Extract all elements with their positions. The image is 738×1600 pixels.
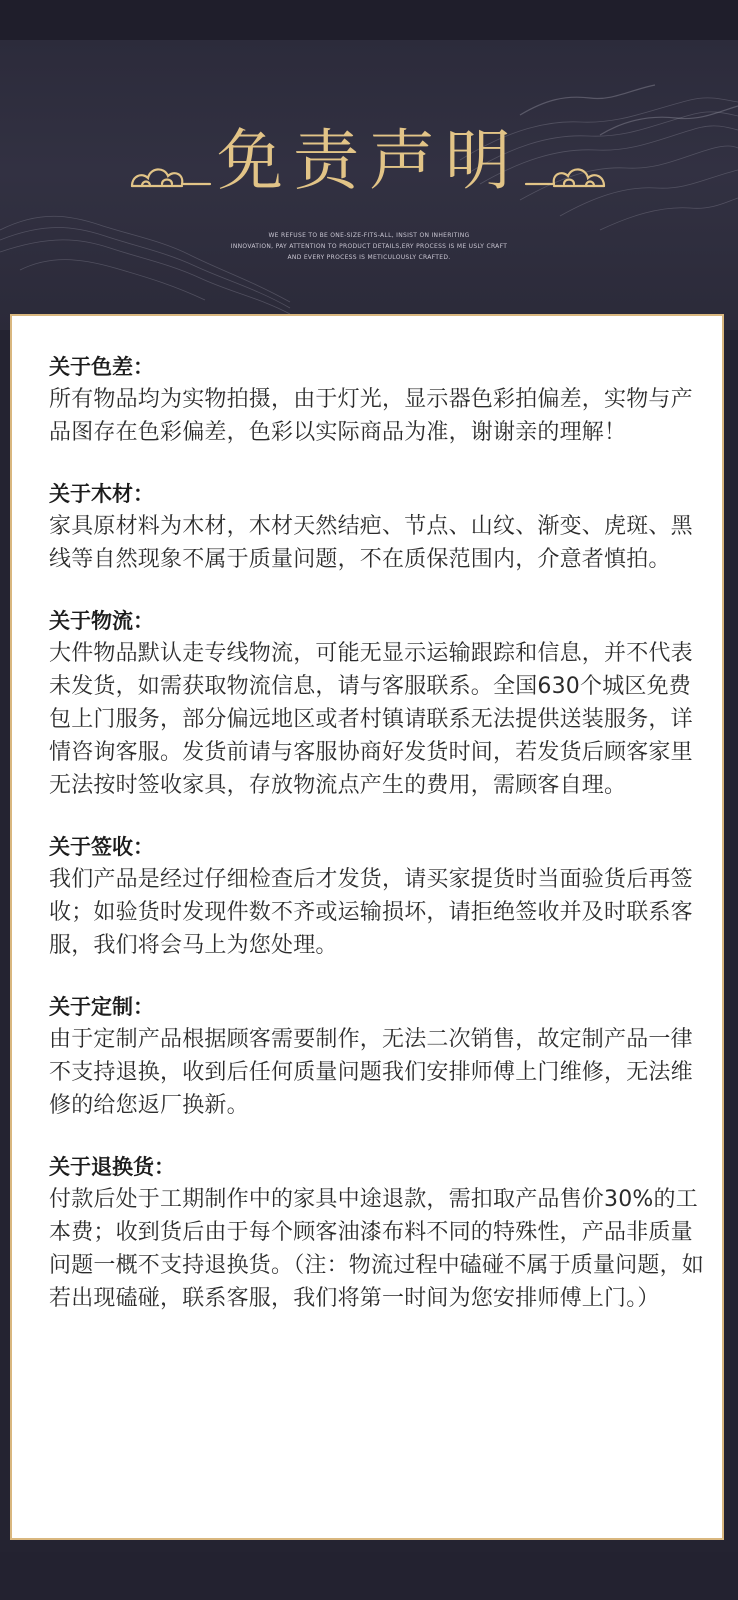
- section-title: 关于木材：: [49, 482, 154, 506]
- header-subtitle: [0, 230, 738, 263]
- header-banner: [0, 40, 738, 330]
- section-body: 付款后处于工期制作中的家具中途退款，需扣取产品售价30%的工本费；收到货后由于每个顾客油漆布料不同的特殊性，产品非质量问题一概不支持退换货。（注：物流过程中磕碰不属于质量问题，如若出现磕碰，联系客服，我们将第一时间为您安排师傅上门。）: [49, 1187, 705, 1311]
- section-returns: [49, 1152, 709, 1315]
- cloud-ornament-right: [524, 160, 608, 196]
- subtitle-line: INNOVATION, PAY ATTENTION TO PRODUCT DETAILS,ERY PROCESS IS ME USLY CRAFT: [230, 243, 508, 250]
- section-body: 大件物品默认走专线物流，可能无显示运输跟踪和信息，并不代表未发货，如需获取物流信息，请与客服联系。全国630个城区免费包上门服务，部分偏远地区或者村镇请联系无法提供送装服务，详情咨询客服。发货前请与客服协商好发货时间，若发货后顾客家里无法按时签收家具，存放物流点产生的费用，需顾客自理。: [49, 641, 693, 798]
- page-title: 免责声明: [217, 122, 521, 199]
- section-body: 由于定制产品根据顾客需要制作，无法二次销售，故定制产品一律不支持退换，收到后任何质量问题我们安排师傅上门维修，无法维修的给您返厂换新。: [49, 1027, 693, 1118]
- subtitle-line: AND EVERY PROCESS IS METICULOUSLY CRAFTED.: [287, 254, 451, 261]
- subtitle-line: WE REFUSE TO BE ONE-SIZE-FITS-ALL, INSIST ON INHERITING: [268, 232, 470, 239]
- section-wood: [49, 479, 709, 576]
- top-band: [0, 0, 738, 40]
- section-title: 关于签收：: [49, 835, 154, 859]
- section-custom: [49, 992, 709, 1122]
- section-title: 关于色差：: [49, 355, 154, 379]
- bottom-band: [0, 1552, 738, 1600]
- disclaimer-content: [49, 352, 709, 1345]
- disclaimer-card: [10, 314, 724, 1540]
- section-color-difference: [49, 352, 709, 449]
- section-title: 关于物流：: [49, 609, 154, 633]
- section-body: 家具原材料为木材，木材天然结疤、节点、山纹、渐变、虎斑、黑线等自然现象不属于质量问题，不在质保范围内，介意者慎拍。: [49, 514, 693, 572]
- section-body: 我们产品是经过仔细检查后才发货，请买家提货时当面验货后再签收；如验货时发现件数不齐或运输损坏，请拒绝签收并及时联系客服，我们将会马上为您处理。: [49, 867, 693, 958]
- section-title: 关于定制：: [49, 995, 154, 1019]
- section-receipt: [49, 832, 709, 962]
- section-title: 关于退换货：: [49, 1155, 175, 1179]
- section-logistics: [49, 606, 709, 802]
- section-body: 所有物品均为实物拍摄，由于灯光，显示器色彩拍偏差，实物与产品图存在色彩偏差，色彩以实际商品为准，谢谢亲的理解！: [49, 387, 693, 445]
